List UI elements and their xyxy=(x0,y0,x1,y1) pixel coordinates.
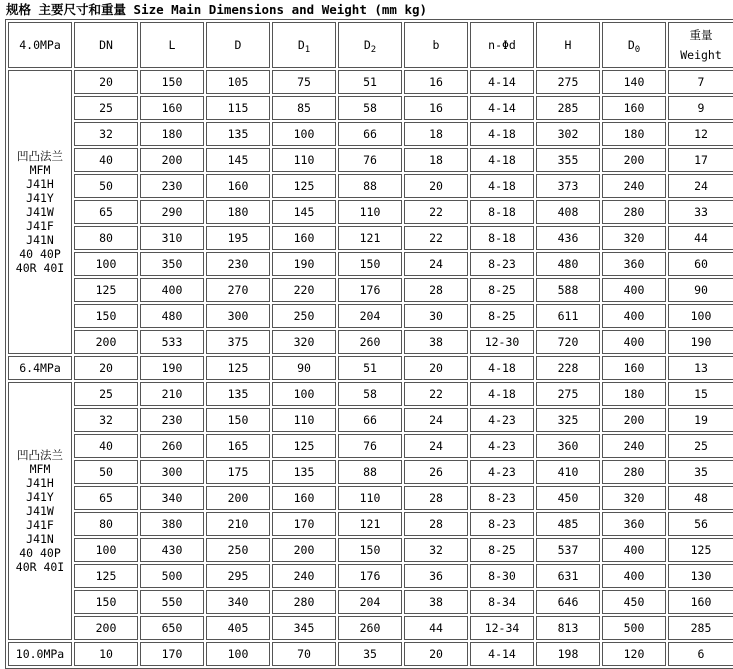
cell-dn: 65 xyxy=(74,200,138,224)
cell-dn: 200 xyxy=(74,616,138,640)
cell-dn: 150 xyxy=(74,304,138,328)
model-line: J41W xyxy=(26,504,54,518)
table-row xyxy=(8,200,733,224)
cell-weight: 17 xyxy=(668,148,733,172)
cell-n-phi-d: 12-30 xyxy=(470,330,534,354)
cell-b: 24 xyxy=(404,434,468,458)
cell-n-phi-d: 8-18 xyxy=(470,200,534,224)
cell-d: 250 xyxy=(206,538,270,562)
cell-l: 430 xyxy=(140,538,204,562)
cell-h: 355 xyxy=(536,148,600,172)
table-row xyxy=(8,616,733,640)
cell-n-phi-d: 8-18 xyxy=(470,226,534,250)
cell-h: 302 xyxy=(536,122,600,146)
cell-h: 408 xyxy=(536,200,600,224)
header-h: H xyxy=(536,22,600,68)
cell-d: 165 xyxy=(206,434,270,458)
cell-d1: 250 xyxy=(272,304,336,328)
cell-d0: 280 xyxy=(602,200,666,224)
cell-d1: 170 xyxy=(272,512,336,536)
model-line: J41F xyxy=(26,219,54,233)
cell-weight: 35 xyxy=(668,460,733,484)
header-dn: DN xyxy=(74,22,138,68)
cell-d0: 320 xyxy=(602,486,666,510)
cell-d0: 400 xyxy=(602,278,666,302)
cell-d1: 280 xyxy=(272,590,336,614)
model-line: MFM xyxy=(29,462,51,476)
cell-weight: 24 xyxy=(668,174,733,198)
cell-l: 550 xyxy=(140,590,204,614)
cell-l: 650 xyxy=(140,616,204,640)
cell-d1: 345 xyxy=(272,616,336,640)
cell-h: 275 xyxy=(536,70,600,94)
cell-l: 400 xyxy=(140,278,204,302)
cell-weight: 9 xyxy=(668,96,733,120)
cell-dn: 100 xyxy=(74,538,138,562)
model-line: J41N xyxy=(26,233,54,247)
cell-weight: 190 xyxy=(668,330,733,354)
cell-n-phi-d: 8-25 xyxy=(470,538,534,562)
cell-d: 175 xyxy=(206,460,270,484)
cell-d: 230 xyxy=(206,252,270,276)
cell-weight: 19 xyxy=(668,408,733,432)
cell-d0: 400 xyxy=(602,538,666,562)
cell-d2: 260 xyxy=(338,330,402,354)
cell-b: 22 xyxy=(404,382,468,406)
cell-d1: 90 xyxy=(272,356,336,380)
cell-d2: 66 xyxy=(338,408,402,432)
cell-n-phi-d: 4-14 xyxy=(470,642,534,666)
cell-h: 485 xyxy=(536,512,600,536)
cell-d: 295 xyxy=(206,564,270,588)
cell-l: 533 xyxy=(140,330,204,354)
cell-dn: 100 xyxy=(74,252,138,276)
cell-d0: 160 xyxy=(602,96,666,120)
cell-d: 340 xyxy=(206,590,270,614)
cell-b: 38 xyxy=(404,330,468,354)
pressure-label: 6.4MPa xyxy=(8,356,72,380)
header-b: b xyxy=(404,22,468,68)
cell-h: 285 xyxy=(536,96,600,120)
cell-l: 310 xyxy=(140,226,204,250)
cell-d2: 58 xyxy=(338,382,402,406)
cell-d0: 200 xyxy=(602,408,666,432)
model-line: 40R 40I xyxy=(15,261,65,275)
cell-dn: 40 xyxy=(74,148,138,172)
cell-n-phi-d: 8-25 xyxy=(470,304,534,328)
table-row xyxy=(8,538,733,562)
cell-d2: 88 xyxy=(338,460,402,484)
cell-d2: 260 xyxy=(338,616,402,640)
cell-l: 290 xyxy=(140,200,204,224)
cell-d1: 160 xyxy=(272,486,336,510)
cell-d0: 360 xyxy=(602,512,666,536)
cell-b: 26 xyxy=(404,460,468,484)
cell-dn: 25 xyxy=(74,96,138,120)
model-line: J41Y xyxy=(26,191,54,205)
cell-l: 150 xyxy=(140,70,204,94)
cell-d1: 75 xyxy=(272,70,336,94)
cell-d2: 150 xyxy=(338,252,402,276)
table-row xyxy=(8,70,733,94)
cell-d1: 220 xyxy=(272,278,336,302)
cell-h: 646 xyxy=(536,590,600,614)
cell-h: 360 xyxy=(536,434,600,458)
cell-b: 36 xyxy=(404,564,468,588)
table-row xyxy=(8,252,733,276)
cell-d0: 140 xyxy=(602,70,666,94)
table-row xyxy=(8,226,733,250)
table-row xyxy=(8,564,733,588)
pressure-header-cell: 4.0MPa xyxy=(8,22,72,68)
cell-d: 150 xyxy=(206,408,270,432)
cell-dn: 40 xyxy=(74,434,138,458)
cell-d2: 110 xyxy=(338,486,402,510)
cell-b: 16 xyxy=(404,96,468,120)
table-row xyxy=(8,590,733,614)
cell-n-phi-d: 12-34 xyxy=(470,616,534,640)
cell-h: 373 xyxy=(536,174,600,198)
cell-dn: 65 xyxy=(74,486,138,510)
cell-weight: 12 xyxy=(668,122,733,146)
cell-d1: 100 xyxy=(272,122,336,146)
cell-l: 350 xyxy=(140,252,204,276)
cell-dn: 200 xyxy=(74,330,138,354)
cell-d2: 121 xyxy=(338,512,402,536)
cell-d2: 110 xyxy=(338,200,402,224)
cell-n-phi-d: 4-18 xyxy=(470,174,534,198)
cell-dn: 80 xyxy=(74,512,138,536)
cell-dn: 125 xyxy=(74,278,138,302)
table-row xyxy=(8,512,733,536)
cell-d0: 280 xyxy=(602,460,666,484)
cell-n-phi-d: 8-25 xyxy=(470,278,534,302)
cell-l: 230 xyxy=(140,408,204,432)
cell-l: 200 xyxy=(140,148,204,172)
table-row xyxy=(8,278,733,302)
cell-d: 210 xyxy=(206,512,270,536)
cell-d0: 240 xyxy=(602,174,666,198)
cell-b: 28 xyxy=(404,512,468,536)
cell-d0: 400 xyxy=(602,564,666,588)
cell-n-phi-d: 4-14 xyxy=(470,96,534,120)
cell-n-phi-d: 4-18 xyxy=(470,122,534,146)
cell-d1: 100 xyxy=(272,382,336,406)
cell-h: 480 xyxy=(536,252,600,276)
cell-h: 436 xyxy=(536,226,600,250)
cell-b: 28 xyxy=(404,278,468,302)
cell-n-phi-d: 8-34 xyxy=(470,590,534,614)
table-row xyxy=(8,382,733,406)
cell-d1: 125 xyxy=(272,174,336,198)
cell-n-phi-d: 4-23 xyxy=(470,434,534,458)
cell-b: 18 xyxy=(404,122,468,146)
cell-d: 195 xyxy=(206,226,270,250)
cell-h: 198 xyxy=(536,642,600,666)
cell-d0: 360 xyxy=(602,252,666,276)
cell-l: 160 xyxy=(140,96,204,120)
cell-d0: 180 xyxy=(602,122,666,146)
cell-d: 375 xyxy=(206,330,270,354)
cell-l: 190 xyxy=(140,356,204,380)
cell-d1: 110 xyxy=(272,408,336,432)
cell-weight: 15 xyxy=(668,382,733,406)
cell-weight: 25 xyxy=(668,434,733,458)
cell-h: 450 xyxy=(536,486,600,510)
cell-d1: 240 xyxy=(272,564,336,588)
cell-dn: 20 xyxy=(74,356,138,380)
cell-n-phi-d: 8-23 xyxy=(470,486,534,510)
cell-b: 30 xyxy=(404,304,468,328)
cell-d: 200 xyxy=(206,486,270,510)
cell-weight: 90 xyxy=(668,278,733,302)
model-line: J41H xyxy=(26,177,54,191)
cell-d2: 176 xyxy=(338,278,402,302)
cell-weight: 44 xyxy=(668,226,733,250)
cell-d2: 176 xyxy=(338,564,402,588)
table-row xyxy=(8,460,733,484)
cell-d1: 320 xyxy=(272,330,336,354)
cell-b: 38 xyxy=(404,590,468,614)
cell-b: 22 xyxy=(404,200,468,224)
cell-weight: 100 xyxy=(668,304,733,328)
cell-l: 170 xyxy=(140,642,204,666)
header-d0: $D_0$ xyxy=(602,22,666,68)
model-line: J41Y xyxy=(26,490,54,504)
model-line: J41F xyxy=(26,518,54,532)
cell-d: 300 xyxy=(206,304,270,328)
cell-dn: 125 xyxy=(74,564,138,588)
cell-b: 18 xyxy=(404,148,468,172)
cell-n-phi-d: 8-30 xyxy=(470,564,534,588)
cell-d1: 145 xyxy=(272,200,336,224)
cell-h: 813 xyxy=(536,616,600,640)
table-row xyxy=(8,486,733,510)
cell-d2: 88 xyxy=(338,174,402,198)
cell-d2: 204 xyxy=(338,304,402,328)
cell-d1: 200 xyxy=(272,538,336,562)
model-line: MFM xyxy=(29,163,51,177)
cell-n-phi-d: 4-18 xyxy=(470,356,534,380)
page-title: 规格 主要尺寸和重量 Size Main Dimensions and Weight (mm kg) xyxy=(6,2,428,17)
cell-b: 16 xyxy=(404,70,468,94)
cell-d: 135 xyxy=(206,382,270,406)
header-n-phi-d: n-Φd xyxy=(470,22,534,68)
cell-n-phi-d: 8-23 xyxy=(470,252,534,276)
cell-l: 230 xyxy=(140,174,204,198)
table-row xyxy=(8,96,733,120)
cell-l: 380 xyxy=(140,512,204,536)
cell-d: 270 xyxy=(206,278,270,302)
header-d2: $D_2$ xyxy=(338,22,402,68)
cell-l: 260 xyxy=(140,434,204,458)
table-row xyxy=(8,408,733,432)
cell-d: 105 xyxy=(206,70,270,94)
cell-h: 325 xyxy=(536,408,600,432)
cell-d2: 58 xyxy=(338,96,402,120)
table-row xyxy=(8,304,733,328)
cell-b: 20 xyxy=(404,356,468,380)
cell-h: 631 xyxy=(536,564,600,588)
cell-d2: 51 xyxy=(338,70,402,94)
cell-h: 611 xyxy=(536,304,600,328)
cell-n-phi-d: 4-23 xyxy=(470,460,534,484)
model-line: 40 40P xyxy=(19,546,61,560)
cell-n-phi-d: 8-23 xyxy=(470,512,534,536)
cell-d0: 120 xyxy=(602,642,666,666)
cell-b: 24 xyxy=(404,252,468,276)
cell-n-phi-d: 4-14 xyxy=(470,70,534,94)
cell-d2: 51 xyxy=(338,356,402,380)
cell-d0: 200 xyxy=(602,148,666,172)
model-list-cell xyxy=(8,70,72,354)
model-list-cell xyxy=(8,382,72,640)
model-line: 40R 40I xyxy=(15,560,65,574)
cell-d: 100 xyxy=(206,642,270,666)
cell-weight: 130 xyxy=(668,564,733,588)
table-row xyxy=(8,356,733,380)
cell-dn: 20 xyxy=(74,70,138,94)
table-row xyxy=(8,434,733,458)
cell-l: 340 xyxy=(140,486,204,510)
cell-d1: 110 xyxy=(272,148,336,172)
cell-h: 588 xyxy=(536,278,600,302)
cell-d0: 400 xyxy=(602,304,666,328)
cell-b: 24 xyxy=(404,408,468,432)
cell-dn: 80 xyxy=(74,226,138,250)
cell-d1: 85 xyxy=(272,96,336,120)
cell-l: 500 xyxy=(140,564,204,588)
cell-d0: 320 xyxy=(602,226,666,250)
cell-d0: 160 xyxy=(602,356,666,380)
cell-d0: 400 xyxy=(602,330,666,354)
cell-dn: 32 xyxy=(74,408,138,432)
cell-d1: 125 xyxy=(272,434,336,458)
model-line: J41W xyxy=(26,205,54,219)
cell-d2: 66 xyxy=(338,122,402,146)
cell-d2: 76 xyxy=(338,434,402,458)
header-l: L xyxy=(140,22,204,68)
table-row xyxy=(8,122,733,146)
cell-weight: 13 xyxy=(668,356,733,380)
cell-l: 180 xyxy=(140,122,204,146)
model-line: 40 40P xyxy=(19,247,61,261)
cell-weight: 285 xyxy=(668,616,733,640)
table-row xyxy=(8,148,733,172)
cell-d0: 450 xyxy=(602,590,666,614)
cell-weight: 60 xyxy=(668,252,733,276)
cell-l: 300 xyxy=(140,460,204,484)
cell-dn: 50 xyxy=(74,460,138,484)
model-line: J41N xyxy=(26,532,54,546)
cell-d: 180 xyxy=(206,200,270,224)
cell-d1: 70 xyxy=(272,642,336,666)
cell-d0: 240 xyxy=(602,434,666,458)
cell-h: 537 xyxy=(536,538,600,562)
cell-h: 275 xyxy=(536,382,600,406)
cell-weight: 125 xyxy=(668,538,733,562)
cell-l: 210 xyxy=(140,382,204,406)
pressure-label: 10.0MPa xyxy=(8,642,72,666)
cell-b: 20 xyxy=(404,174,468,198)
cell-d2: 35 xyxy=(338,642,402,666)
cell-d: 135 xyxy=(206,122,270,146)
cell-d: 160 xyxy=(206,174,270,198)
cell-d2: 150 xyxy=(338,538,402,562)
cell-d: 405 xyxy=(206,616,270,640)
cell-dn: 32 xyxy=(74,122,138,146)
cell-b: 20 xyxy=(404,642,468,666)
cell-n-phi-d: 4-23 xyxy=(470,408,534,432)
cell-b: 44 xyxy=(404,616,468,640)
cell-dn: 150 xyxy=(74,590,138,614)
cell-l: 480 xyxy=(140,304,204,328)
cell-weight: 56 xyxy=(668,512,733,536)
cell-d1: 160 xyxy=(272,226,336,250)
table-row xyxy=(8,330,733,354)
cell-weight: 48 xyxy=(668,486,733,510)
cell-d2: 121 xyxy=(338,226,402,250)
table-row xyxy=(8,642,733,666)
cell-d: 115 xyxy=(206,96,270,120)
header-d1: $D_1$ xyxy=(272,22,336,68)
header-d: D xyxy=(206,22,270,68)
header-weight: 重量 Weight xyxy=(668,22,733,68)
table-row xyxy=(8,174,733,198)
cell-d2: 76 xyxy=(338,148,402,172)
cell-b: 22 xyxy=(404,226,468,250)
dimensions-table xyxy=(5,19,733,669)
cell-h: 410 xyxy=(536,460,600,484)
cell-weight: 7 xyxy=(668,70,733,94)
cell-d: 145 xyxy=(206,148,270,172)
cell-h: 228 xyxy=(536,356,600,380)
cell-weight: 33 xyxy=(668,200,733,224)
cell-h: 720 xyxy=(536,330,600,354)
cell-d0: 500 xyxy=(602,616,666,640)
cell-weight: 160 xyxy=(668,590,733,614)
model-line: 凹凸法兰 xyxy=(17,448,63,462)
cell-dn: 50 xyxy=(74,174,138,198)
model-line: 凹凸法兰 xyxy=(17,149,63,163)
cell-b: 32 xyxy=(404,538,468,562)
cell-d: 125 xyxy=(206,356,270,380)
cell-d1: 135 xyxy=(272,460,336,484)
cell-b: 28 xyxy=(404,486,468,510)
cell-n-phi-d: 4-18 xyxy=(470,148,534,172)
cell-dn: 25 xyxy=(74,382,138,406)
cell-d2: 204 xyxy=(338,590,402,614)
cell-d0: 180 xyxy=(602,382,666,406)
model-line: J41H xyxy=(26,476,54,490)
cell-dn: 10 xyxy=(74,642,138,666)
cell-d1: 190 xyxy=(272,252,336,276)
header-row xyxy=(8,22,733,68)
cell-n-phi-d: 4-18 xyxy=(470,382,534,406)
cell-weight: 6 xyxy=(668,642,733,666)
